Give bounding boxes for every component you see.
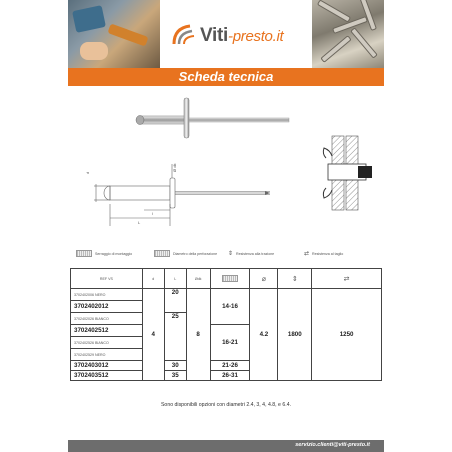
legend-grip: Serraggio di montaggio [76,250,132,257]
availability-note: Sono disponibili opzioni con diametri 2.4, 3, 4, 4.8, e 6.4. [160,402,292,408]
title-bar [68,68,384,86]
table-row: 3702402006 NERO 4 20 8 14-16 4.2 1800 1250 [71,289,382,301]
col-d: d [142,269,164,289]
table-row: 3702402012 [71,301,382,313]
col-dk: Ødk [186,269,210,289]
col-grip [210,269,250,289]
grip-range-icon [76,250,92,257]
table-row: 3702402526 BIANCO [71,337,382,349]
grip-range-icon [222,275,238,282]
legend [76,250,376,264]
table-row: 3702402529 NERO [71,349,382,361]
table-row: 3702402512 16-21 [71,325,382,337]
dim-d-label: d [86,172,90,174]
shear-arrow-icon: ⇄ [343,275,350,283]
tensile-arrow-icon: ⇕ [291,275,298,283]
shear-arrow-icon: ⇄ [304,251,310,257]
table-row: 3702402026 BIANCO 25 [71,313,382,325]
col-tensile [278,269,312,289]
legend-shear: ⇄ Resistenza al taglio [304,251,344,257]
logo [160,0,312,68]
shear-value: 1250 [312,289,382,381]
dim-dk-label: Ø dk [172,163,177,172]
col-drill [250,269,278,289]
tensile-value: 1800 [278,289,312,381]
table-header-row [71,269,382,289]
rivet-image [132,96,292,140]
drill-diameter-icon: ⌀ [261,275,266,283]
rivet-dimension-diagram [74,160,294,240]
legend-drill: Diametro della perforazione [154,250,217,257]
page-title: Scheda tecnica [178,69,274,84]
logo-arc-icon [172,24,198,46]
col-L: L [164,269,186,289]
col-shear [312,269,382,289]
datasheet-page [68,0,384,452]
screws-photo [312,0,384,68]
drill-value: 4.2 [250,289,278,381]
contact-email[interactable]: servizio.clienti@viti-presto.it [295,442,370,448]
rivet-cross-section [320,128,378,218]
dk-value: 8 [186,289,210,381]
col-ref: REF VS [71,269,143,289]
header [68,0,384,68]
tensile-arrow-icon: ⇕ [228,251,234,257]
tools-photo [68,0,160,68]
brand-name: Viti-presto.it [200,25,284,46]
d-value: 4 [142,289,164,381]
dim-small-l-label: l [152,211,153,216]
dim-l-label: L [138,220,141,225]
footer-bar [68,440,384,452]
table-row: 3702403012 30 21-26 [71,361,382,371]
table-row: 3702403512 35 26-31 [71,371,382,381]
legend-tensile: ⇕ Resistenza alla trazione [228,251,275,257]
drill-diameter-icon [154,250,170,257]
spec-table [70,268,382,381]
